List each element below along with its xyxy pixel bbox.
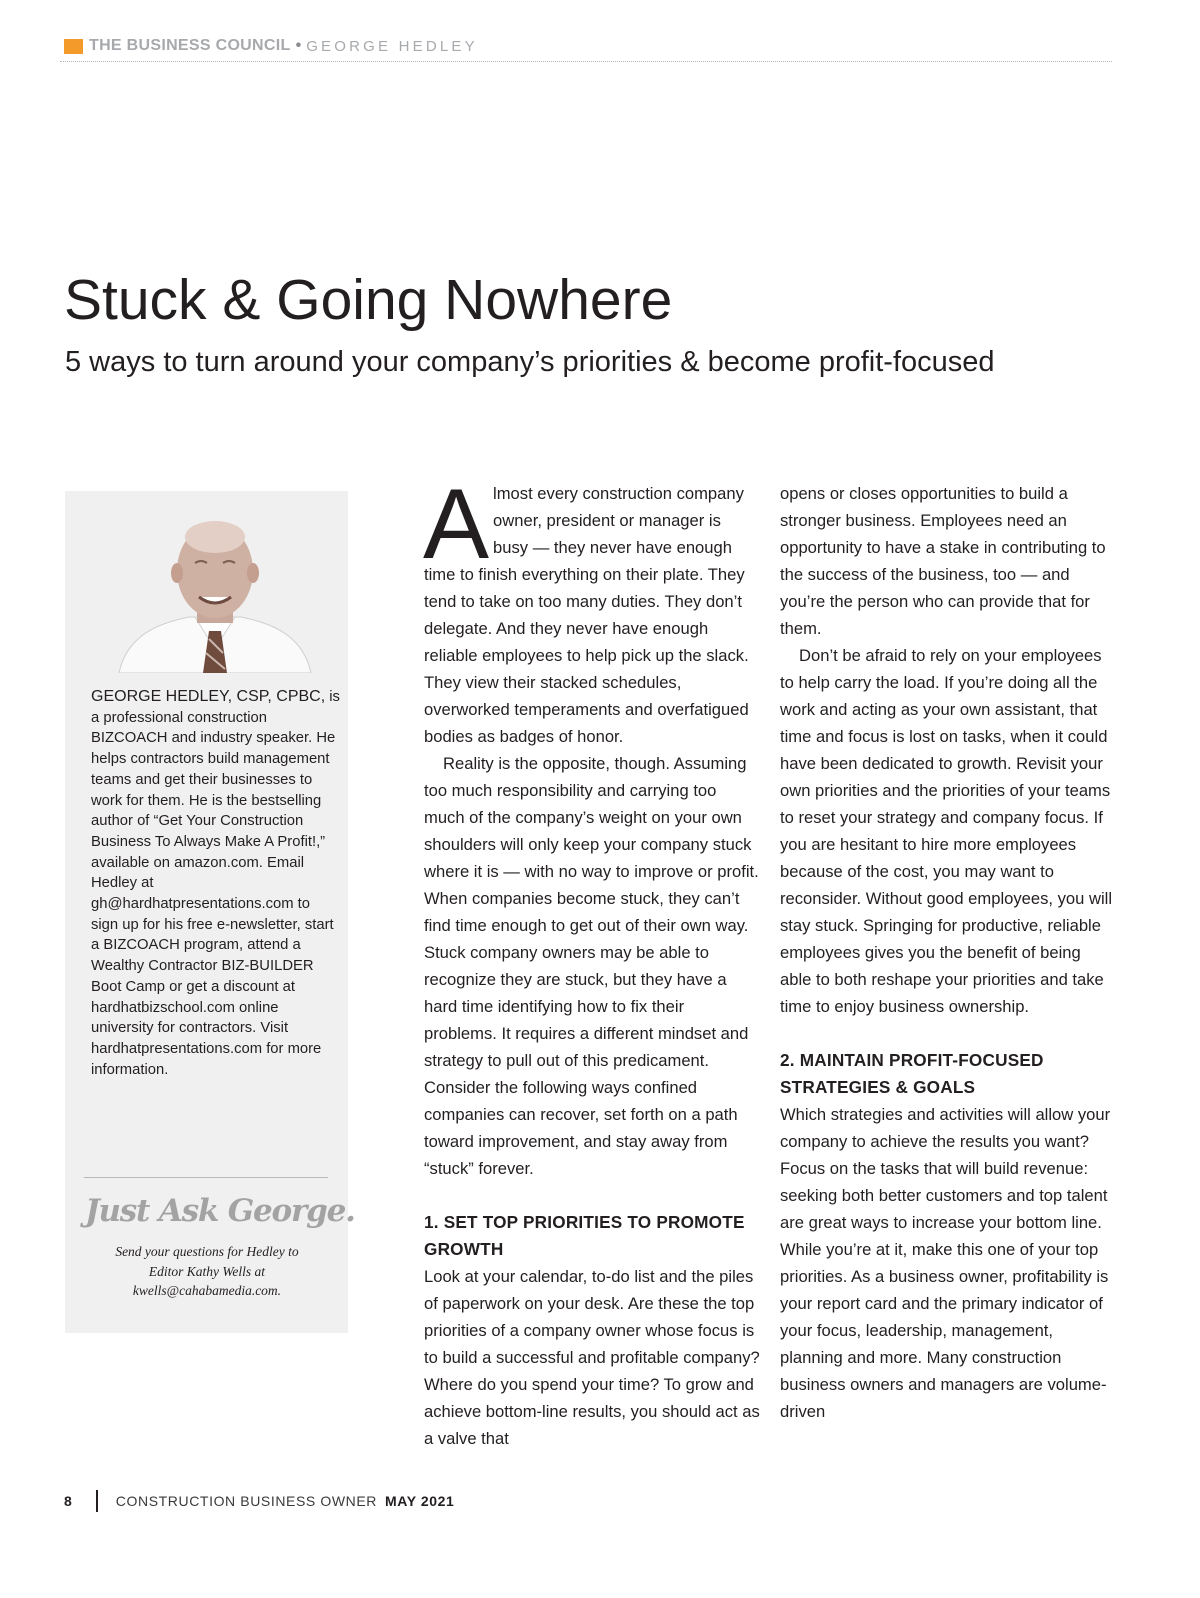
footer-divider	[96, 1490, 98, 1512]
body-paragraph: opens or closes opportunities to build a stronger business. Employees need an opportunity to have a stake in contributing to the success of the business, too — and you’re the person who can provide that for them.	[780, 484, 1106, 638]
sidebar-rule	[84, 1177, 328, 1178]
send-line-3: kwells@cahabamedia.com.	[132, 1283, 282, 1298]
running-header	[64, 36, 478, 56]
send-line-1: Send your questions for Hedley to	[115, 1244, 299, 1259]
body-column-1	[423, 468, 760, 1452]
section-heading-1: 1. SET TOP PRIORITIES TO PROMOTE GROWTH	[424, 1212, 745, 1259]
header-author: GEORGE HEDLEY	[306, 37, 478, 55]
section-heading-2: 2. MAINTAIN PROFIT-FOCUSED STRATEGIES & GOALS	[780, 1050, 1044, 1097]
body-paragraph: Which strategies and activities will allow your company to achieve the results you want? Focus on the tasks that will build revenue: seeking both better customers and top talent are great ways to increase your bottom line. While you’re at it, make this one of your top priorities. As a business owner, profitability is your report card and the primary indicator of your focus, leadership, management, planning and more. Many construction business owners and managers are volume-driven	[780, 1105, 1111, 1421]
page-footer	[64, 1488, 454, 1514]
author-sidebar	[65, 491, 355, 1333]
author-photo	[111, 513, 319, 673]
article-subtitle: 5 ways to turn around your company’s priorities & become profit-focused	[65, 346, 995, 378]
bio-name: GEORGE HEDLEY, CSP, CPBC,	[91, 688, 326, 705]
section-label: THE BUSINESS COUNCIL	[89, 37, 291, 54]
body-paragraph	[423, 468, 760, 750]
magazine-name: CONSTRUCTION BUSINESS OWNER	[115, 1493, 378, 1509]
paragraph-1-text: lmost every construction company owner, president or manager is busy — they never have enough time to finish everything on their plate. They tend to take on too many duties. They don’t delegate. And they never have enough reliable employees to help pick up the slack. They view their stacked schedules, overworked temperaments and overfatigued bodies as badges of honor.	[424, 484, 749, 746]
body-paragraph: Don’t be afraid to rely on your employees to help carry the load. If you’re doing all the work and acting as your own assistant, that time and focus is lost on tasks, when it could have been dedicated to growth. Revisit your own priorities and the priorities of your teams to reset your strategy and company focus. If you are hesitant to hire more employees because of the cost, you may want to reconsider. Without good employees, you will stay stuck. Springing for productive, reliable employees gives you the benefit of being able to both reshape your priorities and take time to enjoy business ownership.	[780, 646, 1113, 1016]
article-title: Stuck & Going Nowhere	[64, 268, 673, 332]
body-paragraph: Reality is the opposite, though. Assuming too much responsibility and carrying too much of the company’s weight on your own shoulders will only keep your company stuck where it is — with no way to improve or profit. When companies become stuck, they can’t find time enough to get out of their own way. Stuck company owners may be able to recognize they are stuck, but they have a hard time identifying how to fix their problems. It requires a different mindset and strategy to pull out of this predicament. Consider the following ways confined companies can recover, set forth on a path toward improvement, and stay away from “stuck” forever.	[424, 754, 759, 1178]
orange-square-icon	[64, 39, 83, 54]
header-separator: •	[295, 37, 302, 54]
bio-text: is a professional construction BIZCOACH and industry speaker. He helps contractors build management teams and get their businesses to work for them. He is the bestselling author of “Get Your Construction Business To Always Make A Profit!,” available on amazon.com. Email Hedley at gh@hardhatpresentations.com to sign up for his free e-newsletter, start a BIZCOACH program, attend a Wealthy Contractor BIZ-BUILDER Boot Camp or get a discount at hardhatbizschool.com online university for contractors. Visit hardhatpresentations.com for more information.	[91, 689, 340, 1078]
send-questions-note	[91, 1242, 323, 1301]
issue-date: MAY 2021	[385, 1493, 455, 1509]
drop-cap: A	[423, 468, 490, 579]
author-bio	[91, 687, 341, 1080]
send-line-2: Editor Kathy Wells at	[148, 1263, 266, 1279]
ask-george-heading: Just Ask George.	[85, 1193, 355, 1229]
body-paragraph: Look at your calendar, to-do list and the piles of paperwork on your desk. Are these the top priorities of a company owner whose focus is to build a successful and profitable company? Where do you spend your time? To grow and achieve bottom-line results, you should act as a valve that	[424, 1267, 760, 1448]
page-number: 8	[64, 1493, 72, 1509]
header-rule	[60, 61, 1112, 62]
body-column-2	[780, 480, 1116, 1425]
